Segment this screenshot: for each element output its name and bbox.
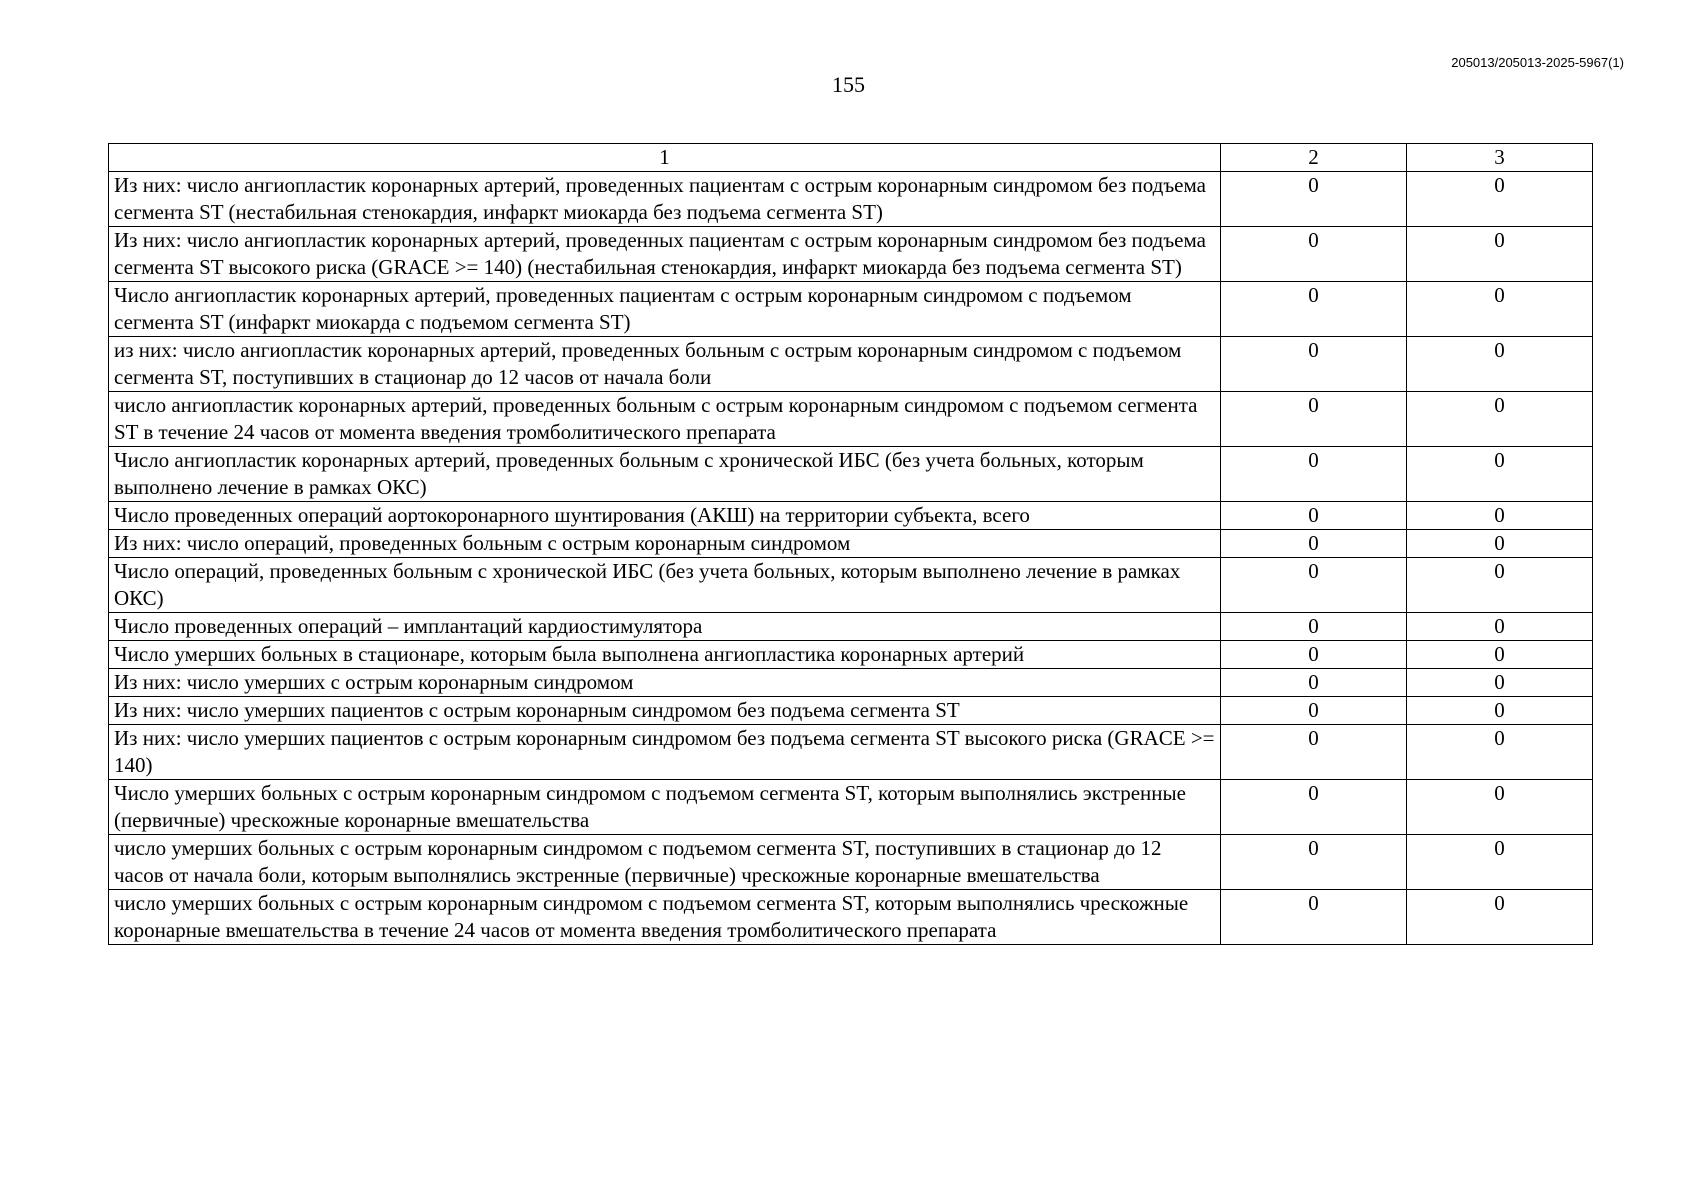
row-description: Число ангиопластик коронарных артерий, проведенных больным с хронической ИБС (без учета больных, которым выполнено лечение в рамках ОКС) xyxy=(109,447,1221,502)
row-value-col3: 0 xyxy=(1407,392,1593,447)
column-header-3: 3 xyxy=(1407,144,1593,172)
row-value-col3: 0 xyxy=(1407,447,1593,502)
row-value-col2: 0 xyxy=(1221,558,1407,613)
row-description: Число ангиопластик коронарных артерий, проведенных пациентам с острым коронарным синдромом с подъемом сегмента ST (инфаркт миокарда с подъемом сегмента ST) xyxy=(109,282,1221,337)
row-value-col2: 0 xyxy=(1221,392,1407,447)
row-description: Из них: число ангиопластик коронарных артерий, проведенных пациентам с острым коронарным синдромом без подъема сегмента ST (нестабильная стенокардия, инфаркт миокарда без подъема сегмента ST) xyxy=(109,172,1221,227)
row-value-col3: 0 xyxy=(1407,172,1593,227)
row-value-col3: 0 xyxy=(1407,835,1593,890)
row-value-col2: 0 xyxy=(1221,697,1407,725)
document-id: 205013/205013-2025-5967(1) xyxy=(1451,55,1624,70)
row-value-col3: 0 xyxy=(1407,502,1593,530)
table-row xyxy=(109,447,1593,502)
table-row xyxy=(109,558,1593,613)
header-row xyxy=(109,144,1593,172)
column-header-1: 1 xyxy=(109,144,1221,172)
row-value-col2: 0 xyxy=(1221,613,1407,641)
row-value-col2: 0 xyxy=(1221,890,1407,945)
row-description: из них: число ангиопластик коронарных артерий, проведенных больным с острым коронарным синдромом с подъемом сегмента ST, поступивших в стационар до 12 часов от начала боли xyxy=(109,337,1221,392)
row-value-col2: 0 xyxy=(1221,337,1407,392)
row-value-col2: 0 xyxy=(1221,641,1407,669)
table-row xyxy=(109,172,1593,227)
row-value-col2: 0 xyxy=(1221,227,1407,282)
table-row xyxy=(109,502,1593,530)
row-value-col3: 0 xyxy=(1407,530,1593,558)
row-value-col3: 0 xyxy=(1407,641,1593,669)
data-table xyxy=(108,143,1593,945)
row-value-col2: 0 xyxy=(1221,502,1407,530)
row-value-col2: 0 xyxy=(1221,172,1407,227)
row-value-col3: 0 xyxy=(1407,558,1593,613)
row-value-col2: 0 xyxy=(1221,725,1407,780)
table-row xyxy=(109,780,1593,835)
table-row xyxy=(109,669,1593,697)
row-value-col2: 0 xyxy=(1221,835,1407,890)
row-description: Из них: число ангиопластик коронарных артерий, проведенных пациентам с острым коронарным синдромом без подъема сегмента ST высокого риска (GRACE >= 140) (нестабильная стенокардия, инфаркт миокарда без подъема сегмента ST) xyxy=(109,227,1221,282)
row-value-col2: 0 xyxy=(1221,447,1407,502)
row-value-col2: 0 xyxy=(1221,669,1407,697)
row-value-col2: 0 xyxy=(1221,780,1407,835)
row-description: число ангиопластик коронарных артерий, проведенных больным с острым коронарным синдромом с подъемом сегмента ST в течение 24 часов от момента введения тромболитического препарата xyxy=(109,392,1221,447)
row-description: Число проведенных операций – имплантаций кардиостимулятора xyxy=(109,613,1221,641)
row-description: Число проведенных операций аортокоронарного шунтирования (АКШ) на территории субъекта, всего xyxy=(109,502,1221,530)
row-description: Число умерших больных с острым коронарным синдромом с подъемом сегмента ST, которым выполнялись экстренные (первичные) чрескожные коронарные вмешательства xyxy=(109,780,1221,835)
table-row xyxy=(109,725,1593,780)
row-value-col3: 0 xyxy=(1407,780,1593,835)
row-description: число умерших больных с острым коронарным синдромом с подъемом сегмента ST, поступивших в стационар до 12 часов от начала боли, которым выполнялись экстренные (первичные) чрескожные коронарные вмешательства xyxy=(109,835,1221,890)
row-description: Из них: число умерших пациентов с острым коронарным синдромом без подъема сегмента ST xyxy=(109,697,1221,725)
row-description: Из них: число умерших пациентов с острым коронарным синдромом без подъема сегмента ST высокого риска (GRACE >= 140) xyxy=(109,725,1221,780)
row-description: Из них: число умерших с острым коронарным синдромом xyxy=(109,669,1221,697)
table-row xyxy=(109,282,1593,337)
row-value-col3: 0 xyxy=(1407,669,1593,697)
table-row xyxy=(109,641,1593,669)
row-value-col2: 0 xyxy=(1221,530,1407,558)
row-value-col3: 0 xyxy=(1407,697,1593,725)
row-description: Число умерших больных в стационаре, которым была выполнена ангиопластика коронарных артерий xyxy=(109,641,1221,669)
table-row xyxy=(109,835,1593,890)
row-value-col3: 0 xyxy=(1407,890,1593,945)
table-row xyxy=(109,613,1593,641)
table-row xyxy=(109,392,1593,447)
table-body xyxy=(109,172,1593,945)
table-row xyxy=(109,530,1593,558)
row-value-col2: 0 xyxy=(1221,282,1407,337)
column-header-2: 2 xyxy=(1221,144,1407,172)
row-description: число умерших больных с острым коронарным синдромом с подъемом сегмента ST, которым выполнялись чрескожные коронарные вмешательства в течение 24 часов от момента введения тромболитического препарата xyxy=(109,890,1221,945)
page-number: 155 xyxy=(832,72,865,97)
row-value-col3: 0 xyxy=(1407,282,1593,337)
table-row xyxy=(109,697,1593,725)
row-value-col3: 0 xyxy=(1407,227,1593,282)
table-row xyxy=(109,337,1593,392)
row-value-col3: 0 xyxy=(1407,337,1593,392)
row-description: Число операций, проведенных больным с хронической ИБС (без учета больных, которым выполнено лечение в рамках ОКС) xyxy=(109,558,1221,613)
table-row xyxy=(109,890,1593,945)
row-value-col3: 0 xyxy=(1407,725,1593,780)
table-row xyxy=(109,227,1593,282)
row-value-col3: 0 xyxy=(1407,613,1593,641)
row-description: Из них: число операций, проведенных больным с острым коронарным синдромом xyxy=(109,530,1221,558)
